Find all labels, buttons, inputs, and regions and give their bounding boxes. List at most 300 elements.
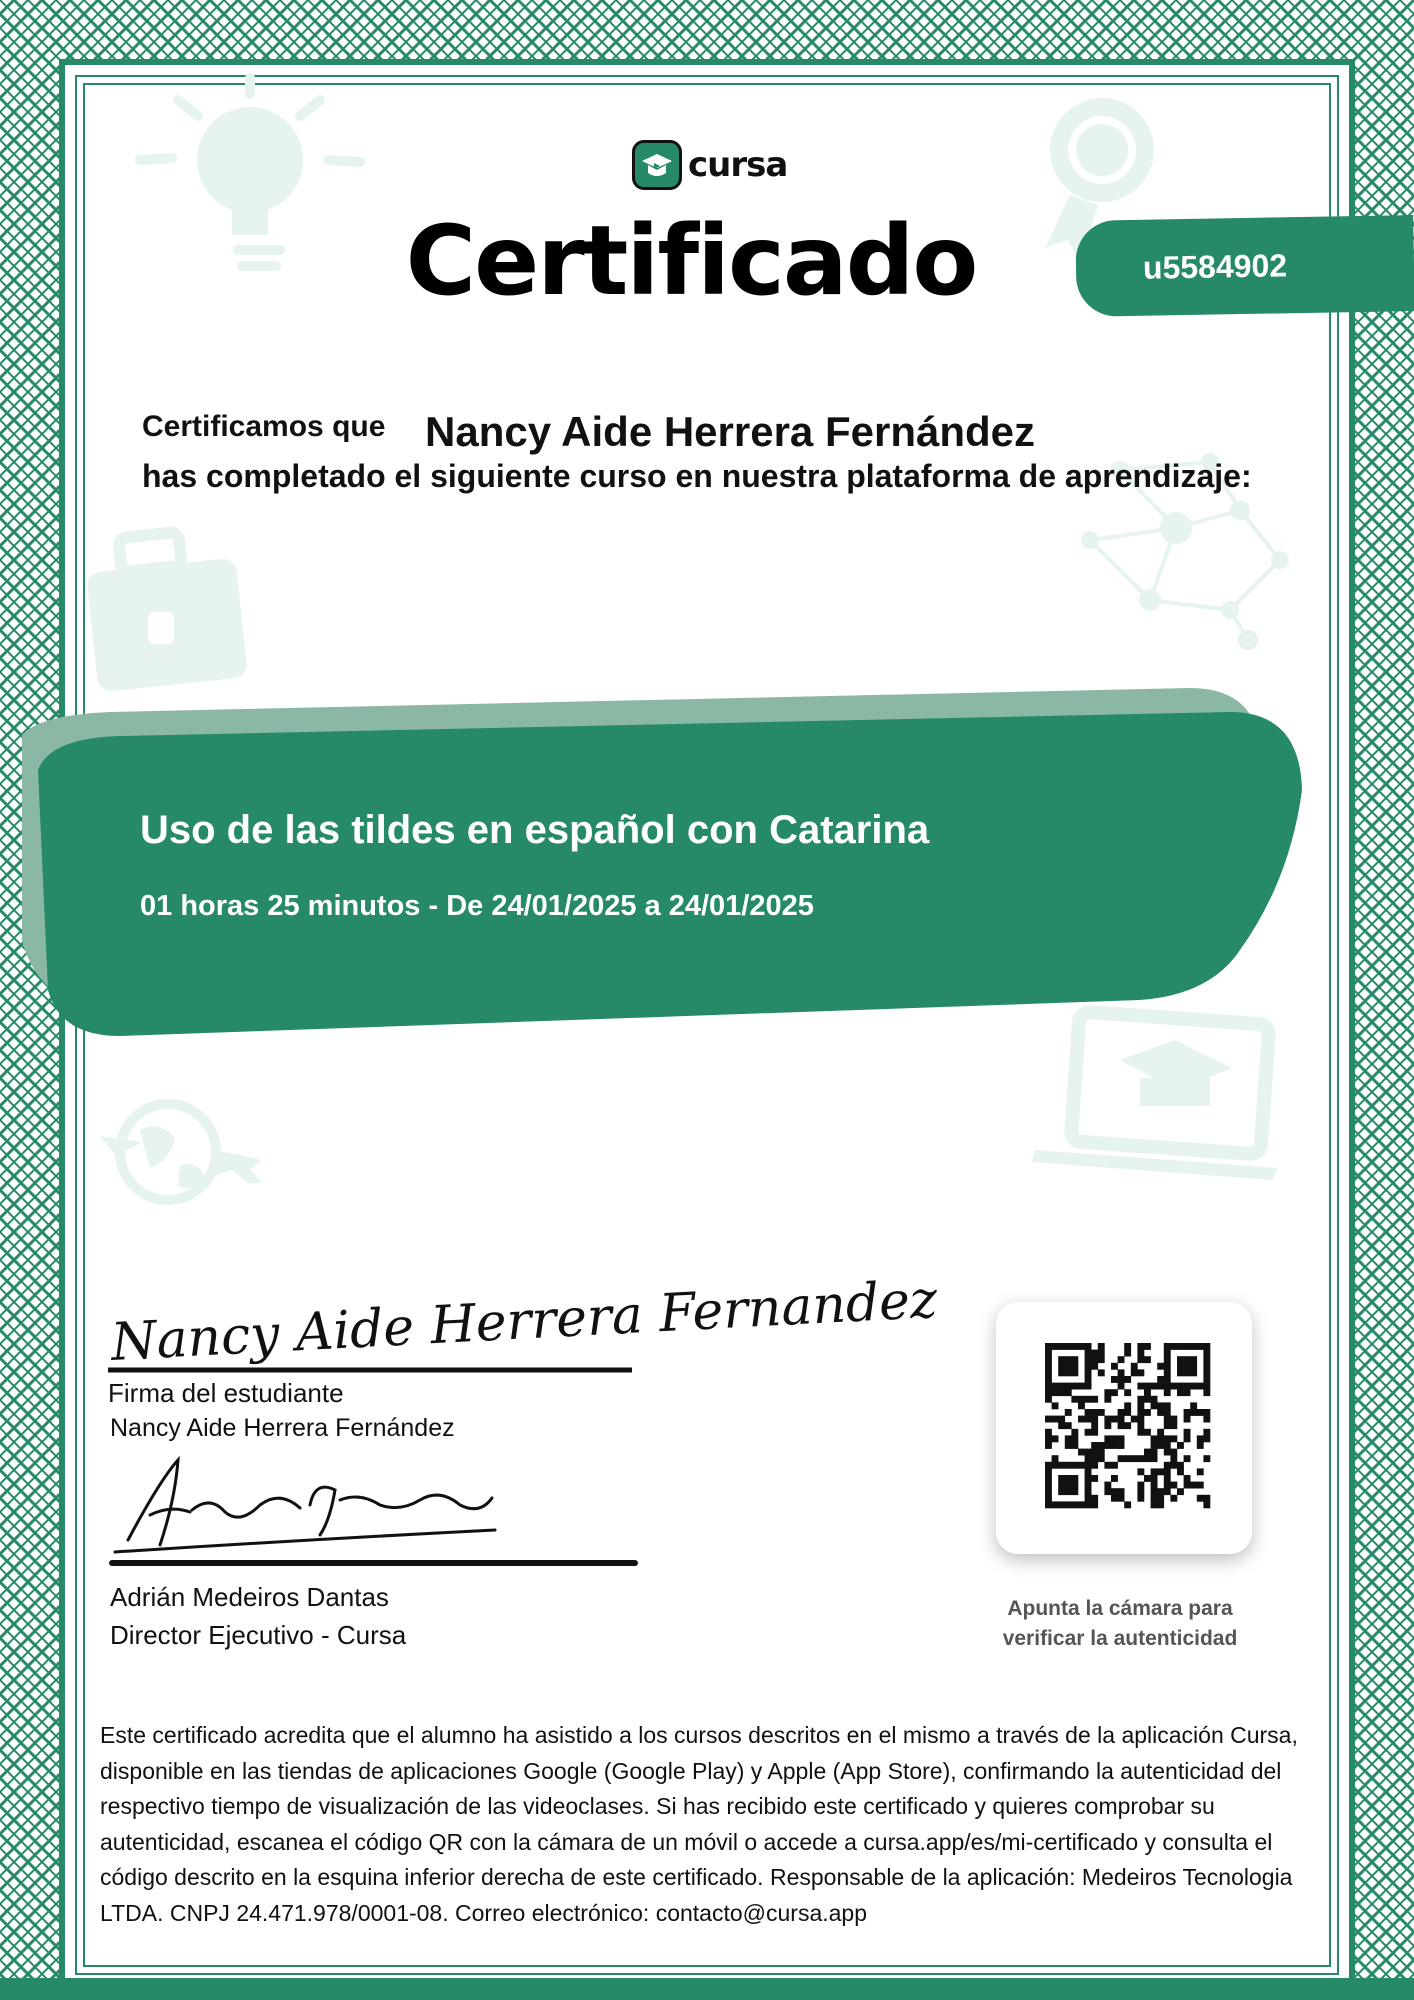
qr-module xyxy=(1118,1488,1125,1495)
qr-module xyxy=(1111,1389,1118,1396)
qr-module xyxy=(1164,1376,1171,1383)
qr-module xyxy=(1164,1402,1171,1409)
qr-module xyxy=(1078,1383,1085,1390)
qr-module xyxy=(1164,1422,1171,1429)
qr-module xyxy=(1170,1495,1177,1502)
certificate-code: u5584902 xyxy=(1142,246,1288,286)
qr-module xyxy=(1045,1468,1052,1475)
qr-module xyxy=(1197,1343,1204,1350)
qr-module xyxy=(1045,1389,1052,1396)
qr-module xyxy=(1203,1501,1210,1508)
qr-module xyxy=(1052,1402,1059,1409)
qr-module xyxy=(1091,1363,1098,1370)
qr-module xyxy=(1118,1356,1125,1363)
qr-module xyxy=(1098,1455,1105,1462)
qr-module xyxy=(1144,1356,1151,1363)
qr-module xyxy=(1098,1356,1105,1363)
qr-module xyxy=(1157,1429,1164,1436)
qr-module xyxy=(1091,1455,1098,1462)
qr-module xyxy=(1085,1383,1092,1390)
qr-module xyxy=(1071,1462,1078,1469)
qr-module xyxy=(1052,1343,1059,1350)
qr-module xyxy=(1071,1383,1078,1390)
qr-module xyxy=(1111,1376,1118,1383)
qr-module xyxy=(1118,1416,1125,1423)
qr-module xyxy=(1104,1435,1111,1442)
qr-module xyxy=(1184,1389,1191,1396)
qr-module xyxy=(1177,1369,1184,1376)
qr-module xyxy=(1170,1343,1177,1350)
qr-module xyxy=(1078,1402,1085,1409)
qr-module xyxy=(1078,1416,1085,1423)
qr-module xyxy=(1177,1389,1184,1396)
qr-module xyxy=(1104,1488,1111,1495)
qr-module xyxy=(1157,1409,1164,1416)
qr-module xyxy=(1111,1363,1118,1370)
qr-module xyxy=(1058,1422,1065,1429)
qr-module xyxy=(1164,1462,1171,1469)
qr-module xyxy=(1151,1475,1158,1482)
qr-module xyxy=(1203,1376,1210,1383)
qr-module xyxy=(1111,1475,1118,1482)
qr-module xyxy=(1091,1409,1098,1416)
qr-module xyxy=(1203,1455,1210,1462)
qr-module xyxy=(1085,1343,1092,1350)
qr-module xyxy=(1177,1363,1184,1370)
qr-module xyxy=(1164,1435,1171,1442)
certify-prefix: Certificamos que xyxy=(142,410,386,443)
qr-module xyxy=(1151,1501,1158,1508)
qr-module xyxy=(1164,1416,1171,1423)
qr-module xyxy=(1118,1442,1125,1449)
qr-module xyxy=(1177,1343,1184,1350)
qr-module xyxy=(1144,1455,1151,1462)
qr-module xyxy=(1104,1442,1111,1449)
qr-module xyxy=(1065,1482,1072,1489)
qr-module xyxy=(1164,1468,1171,1475)
qr-module xyxy=(1190,1409,1197,1416)
logo-text: cursa xyxy=(688,145,788,185)
qr-module xyxy=(1151,1449,1158,1456)
qr-module xyxy=(1203,1416,1210,1423)
qr-module xyxy=(1045,1435,1052,1442)
qr-module xyxy=(1045,1462,1052,1469)
qr-module xyxy=(1197,1468,1204,1475)
qr-module xyxy=(1197,1482,1204,1489)
qr-module xyxy=(1071,1396,1078,1403)
qr-module xyxy=(1098,1343,1105,1350)
qr-caption-line1: Apunta la cámara para xyxy=(1007,1597,1233,1620)
qr-module xyxy=(1085,1396,1092,1403)
qr-module xyxy=(1052,1501,1059,1508)
qr-module xyxy=(1091,1449,1098,1456)
qr-module xyxy=(1045,1475,1052,1482)
qr-module xyxy=(1058,1416,1065,1423)
qr-module xyxy=(1111,1488,1118,1495)
qr-module xyxy=(1124,1402,1131,1409)
qr-module xyxy=(1085,1462,1092,1469)
qr-module xyxy=(1052,1462,1059,1469)
qr-module xyxy=(1157,1495,1164,1502)
qr-module xyxy=(1052,1389,1059,1396)
qr-module xyxy=(1137,1495,1144,1502)
qr-module xyxy=(1177,1488,1184,1495)
qr-module xyxy=(1065,1442,1072,1449)
qr-module xyxy=(1144,1429,1151,1436)
qr-module xyxy=(1164,1482,1171,1489)
qr-module xyxy=(1052,1416,1059,1423)
qr-module xyxy=(1151,1482,1158,1489)
qr-module xyxy=(1144,1383,1151,1390)
qr-module xyxy=(1118,1455,1125,1462)
qr-module xyxy=(1085,1409,1092,1416)
qr-module xyxy=(1045,1356,1052,1363)
qr-module xyxy=(1065,1356,1072,1363)
qr-module xyxy=(1045,1343,1052,1350)
qr-module xyxy=(1111,1462,1118,1469)
qr-module xyxy=(1137,1416,1144,1423)
qr-module xyxy=(1197,1435,1204,1442)
qr-module xyxy=(1124,1422,1131,1429)
qr-module xyxy=(1197,1442,1204,1449)
qr-module xyxy=(1071,1501,1078,1508)
qr-module xyxy=(1177,1462,1184,1469)
qr-module xyxy=(1137,1396,1144,1403)
qr-module xyxy=(1085,1482,1092,1489)
qr-module xyxy=(1091,1429,1098,1436)
qr-module xyxy=(1164,1383,1171,1390)
qr-module xyxy=(1190,1369,1197,1376)
qr-module xyxy=(1170,1482,1177,1489)
qr-module xyxy=(1071,1356,1078,1363)
qr-module xyxy=(1184,1435,1191,1442)
qr-module xyxy=(1104,1482,1111,1489)
qr-module xyxy=(1164,1488,1171,1495)
qr-module xyxy=(1131,1416,1138,1423)
qr-module xyxy=(1052,1435,1059,1442)
qr-module xyxy=(1137,1455,1144,1462)
qr-module xyxy=(1058,1501,1065,1508)
qr-module xyxy=(1177,1356,1184,1363)
qr-module xyxy=(1203,1435,1210,1442)
qr-module xyxy=(1091,1416,1098,1423)
qr-module xyxy=(1184,1383,1191,1390)
qr-module xyxy=(1085,1455,1092,1462)
qr-module xyxy=(1058,1488,1065,1495)
qr-module xyxy=(1091,1462,1098,1469)
qr-module xyxy=(1071,1363,1078,1370)
qr-module xyxy=(1131,1455,1138,1462)
qr-module xyxy=(1091,1495,1098,1502)
qr-module xyxy=(1184,1455,1191,1462)
qr-module xyxy=(1203,1409,1210,1416)
qr-module xyxy=(1137,1468,1144,1475)
qr-module xyxy=(1085,1416,1092,1423)
qr-module xyxy=(1058,1383,1065,1390)
qr-module xyxy=(1052,1455,1059,1462)
qr-module xyxy=(1190,1343,1197,1350)
qr-module xyxy=(1203,1429,1210,1436)
qr-module xyxy=(1045,1416,1052,1423)
qr-module xyxy=(1151,1495,1158,1502)
qr-module xyxy=(1058,1475,1065,1482)
qr-module xyxy=(1111,1495,1118,1502)
student-signature-name: Nancy Aide Herrera Fernández xyxy=(110,1414,455,1442)
qr-module xyxy=(1045,1383,1052,1390)
student-name-heading: Nancy Aide Herrera Fernández xyxy=(425,408,1036,455)
qr-module xyxy=(1111,1435,1118,1442)
qr-module xyxy=(1065,1475,1072,1482)
qr-module xyxy=(1085,1376,1092,1383)
qr-module xyxy=(1045,1369,1052,1376)
qr-module xyxy=(1157,1488,1164,1495)
qr-module xyxy=(1078,1343,1085,1350)
student-signature-label: Firma del estudiante xyxy=(108,1378,344,1408)
qr-module xyxy=(1045,1501,1052,1508)
qr-module xyxy=(1164,1475,1171,1482)
qr-module xyxy=(1091,1442,1098,1449)
qr-module xyxy=(1157,1435,1164,1442)
qr-module xyxy=(1137,1488,1144,1495)
qr-module xyxy=(1137,1356,1144,1363)
qr-module xyxy=(1085,1468,1092,1475)
qr-module xyxy=(1164,1369,1171,1376)
qr-module xyxy=(1071,1435,1078,1442)
qr-module xyxy=(1118,1495,1125,1502)
qr-module xyxy=(1164,1442,1171,1449)
qr-module xyxy=(1190,1383,1197,1390)
qr-module xyxy=(1177,1468,1184,1475)
qr-module xyxy=(1137,1482,1144,1489)
qr-module xyxy=(1045,1350,1052,1357)
qr-module xyxy=(1085,1350,1092,1357)
qr-module xyxy=(1203,1369,1210,1376)
qr-module xyxy=(1137,1409,1144,1416)
qr-module xyxy=(1124,1501,1131,1508)
qr-module xyxy=(1085,1495,1092,1502)
qr-module xyxy=(1078,1449,1085,1456)
qr-module xyxy=(1058,1356,1065,1363)
qr-module xyxy=(1124,1350,1131,1357)
qr-module xyxy=(1170,1455,1177,1462)
qr-module xyxy=(1170,1383,1177,1390)
qr-module xyxy=(1058,1343,1065,1350)
qr-module xyxy=(1203,1495,1210,1502)
qr-module xyxy=(1157,1442,1164,1449)
qr-module xyxy=(1144,1409,1151,1416)
qr-module xyxy=(1177,1442,1184,1449)
qr-module xyxy=(1137,1429,1144,1436)
qr-module xyxy=(1144,1389,1151,1396)
qr-module xyxy=(1151,1383,1158,1390)
qr-module xyxy=(1104,1462,1111,1469)
qr-module xyxy=(1151,1468,1158,1475)
qr-module xyxy=(1164,1343,1171,1350)
qr-module xyxy=(1124,1455,1131,1462)
qr-module xyxy=(1157,1376,1164,1383)
qr-module xyxy=(1065,1488,1072,1495)
qr-module xyxy=(1071,1488,1078,1495)
qr-module xyxy=(1118,1409,1125,1416)
qr-module xyxy=(1058,1369,1065,1376)
qr-module xyxy=(1184,1363,1191,1370)
qr-module xyxy=(1052,1383,1059,1390)
qr-module xyxy=(1190,1363,1197,1370)
qr-module xyxy=(1124,1389,1131,1396)
qr-module xyxy=(1190,1482,1197,1489)
qr-module xyxy=(1104,1389,1111,1396)
qr-module xyxy=(1098,1409,1105,1416)
qr-module xyxy=(1203,1389,1210,1396)
qr-module xyxy=(1098,1350,1105,1357)
qr-module xyxy=(1203,1343,1210,1350)
qr-module xyxy=(1091,1501,1098,1508)
course-title: Uso de las tildes en español con Catarina xyxy=(140,808,930,852)
qr-module xyxy=(1151,1396,1158,1403)
qr-module xyxy=(1157,1501,1164,1508)
qr-module xyxy=(1071,1369,1078,1376)
qr-module xyxy=(1151,1402,1158,1409)
qr-module xyxy=(1144,1475,1151,1482)
qr-code-icon xyxy=(1045,1343,1210,1508)
qr-module xyxy=(1065,1389,1072,1396)
qr-module xyxy=(1085,1429,1092,1436)
qr-module xyxy=(1170,1416,1177,1423)
qr-module xyxy=(1157,1402,1164,1409)
qr-module xyxy=(1045,1429,1052,1436)
qr-module xyxy=(1098,1369,1105,1376)
qr-module xyxy=(1065,1435,1072,1442)
qr-module xyxy=(1071,1343,1078,1350)
qr-module xyxy=(1091,1396,1098,1403)
qr-module xyxy=(1085,1369,1092,1376)
course-details: 01 horas 25 minutos - De 24/01/2025 a 24/01/2025 xyxy=(140,890,814,922)
qr-module xyxy=(1203,1363,1210,1370)
qr-module xyxy=(1190,1356,1197,1363)
qr-module xyxy=(1071,1482,1078,1489)
qr-module xyxy=(1184,1356,1191,1363)
director-name: Adrián Medeiros Dantas xyxy=(110,1582,389,1612)
qr-module xyxy=(1098,1449,1105,1456)
qr-module xyxy=(1065,1369,1072,1376)
footer-disclaimer: Este certificado acredita que el alumno ha asistido a los cursos descritos en el mismo a través de la aplicación Cursa, disponible en las tiendas de aplicaciones Google (Google Play) y Apple (App Store), confirmando la autenticidad del respectivo tiempo de visualización de las videoclases. Si has recibido este certificado y quieres comprobar su autenticidad, escanea el código QR con la cámara de un móvil o accede a cursa.app/es/mi-certificado y consulta el código descrito en la esquina inferior derecha de este certificado. Responsable de la aplicación: Medeiros Tecnologia LTDA. CNPJ 24.471.978/0001-08. Correo electrónico: contacto@cursa.app xyxy=(100,1722,1298,1926)
qr-module xyxy=(1137,1402,1144,1409)
qr-module xyxy=(1164,1350,1171,1357)
qr-module xyxy=(1137,1350,1144,1357)
qr-module xyxy=(1078,1396,1085,1403)
qr-module xyxy=(1144,1449,1151,1456)
qr-module xyxy=(1170,1435,1177,1442)
qr-module xyxy=(1045,1495,1052,1502)
qr-module xyxy=(1111,1442,1118,1449)
qr-module xyxy=(1118,1369,1125,1376)
qr-module xyxy=(1091,1356,1098,1363)
qr-module xyxy=(1045,1363,1052,1370)
qr-module xyxy=(1098,1442,1105,1449)
qr-module xyxy=(1164,1363,1171,1370)
qr-module xyxy=(1091,1350,1098,1357)
qr-module xyxy=(1164,1409,1171,1416)
qr-module xyxy=(1197,1495,1204,1502)
qr-module xyxy=(1197,1409,1204,1416)
qr-module xyxy=(1164,1356,1171,1363)
qr-module xyxy=(1184,1475,1191,1482)
qr-module xyxy=(1203,1356,1210,1363)
qr-module xyxy=(1065,1422,1072,1429)
qr-module xyxy=(1045,1488,1052,1495)
qr-module xyxy=(1190,1402,1197,1409)
qr-module xyxy=(1170,1462,1177,1469)
qr-module xyxy=(1170,1422,1177,1429)
qr-module xyxy=(1118,1422,1125,1429)
qr-module xyxy=(1104,1422,1111,1429)
qr-module xyxy=(1124,1409,1131,1416)
qr-module xyxy=(1137,1369,1144,1376)
qr-module xyxy=(1058,1389,1065,1396)
qr-module xyxy=(1065,1462,1072,1469)
qr-module xyxy=(1118,1383,1125,1390)
qr-module xyxy=(1184,1482,1191,1489)
qr-module xyxy=(1065,1409,1072,1416)
qr-module xyxy=(1131,1369,1138,1376)
qr-module xyxy=(1184,1343,1191,1350)
qr-module xyxy=(1104,1416,1111,1423)
qr-module xyxy=(1184,1429,1191,1436)
qr-module xyxy=(1151,1435,1158,1442)
qr-module xyxy=(1078,1462,1085,1469)
qr-module xyxy=(1137,1343,1144,1350)
qr-module xyxy=(1091,1422,1098,1429)
qr-module xyxy=(1151,1455,1158,1462)
qr-module xyxy=(1045,1376,1052,1383)
qr-module xyxy=(1164,1449,1171,1456)
completed-text: has completado el siguiente curso en nuestra plataforma de aprendizaje: xyxy=(142,458,1252,494)
qr-module xyxy=(1085,1363,1092,1370)
qr-module xyxy=(1085,1501,1092,1508)
qr-module xyxy=(1137,1383,1144,1390)
qr-module xyxy=(1091,1475,1098,1482)
qr-module xyxy=(1085,1488,1092,1495)
qr-module xyxy=(1184,1409,1191,1416)
qr-caption-line2: verificar la autenticidad xyxy=(1002,1627,1238,1650)
qr-module xyxy=(1045,1482,1052,1489)
qr-module xyxy=(1197,1383,1204,1390)
qr-module xyxy=(1177,1383,1184,1390)
qr-module xyxy=(1085,1475,1092,1482)
qr-module xyxy=(1118,1376,1125,1383)
qr-module xyxy=(1065,1343,1072,1350)
qr-module xyxy=(1078,1501,1085,1508)
director-title: Director Ejecutivo - Cursa xyxy=(110,1620,407,1650)
qr-module xyxy=(1124,1343,1131,1350)
qr-module xyxy=(1058,1482,1065,1489)
qr-module xyxy=(1065,1501,1072,1508)
qr-module xyxy=(1144,1343,1151,1350)
qr-module xyxy=(1124,1376,1131,1383)
qr-module xyxy=(1085,1356,1092,1363)
qr-module xyxy=(1157,1468,1164,1475)
qr-module xyxy=(1085,1449,1092,1456)
qr-module xyxy=(1170,1449,1177,1456)
qr-module xyxy=(1058,1462,1065,1469)
qr-module xyxy=(1203,1350,1210,1357)
qr-module xyxy=(1065,1363,1072,1370)
qr-module xyxy=(1071,1442,1078,1449)
qr-module xyxy=(1203,1383,1210,1390)
qr-module xyxy=(1151,1488,1158,1495)
certificate-title: Certificado xyxy=(405,205,977,317)
svg-text:Nancy Aide Herrera Fernandez: Nancy Aide Herrera Fernandez xyxy=(109,1269,939,1373)
